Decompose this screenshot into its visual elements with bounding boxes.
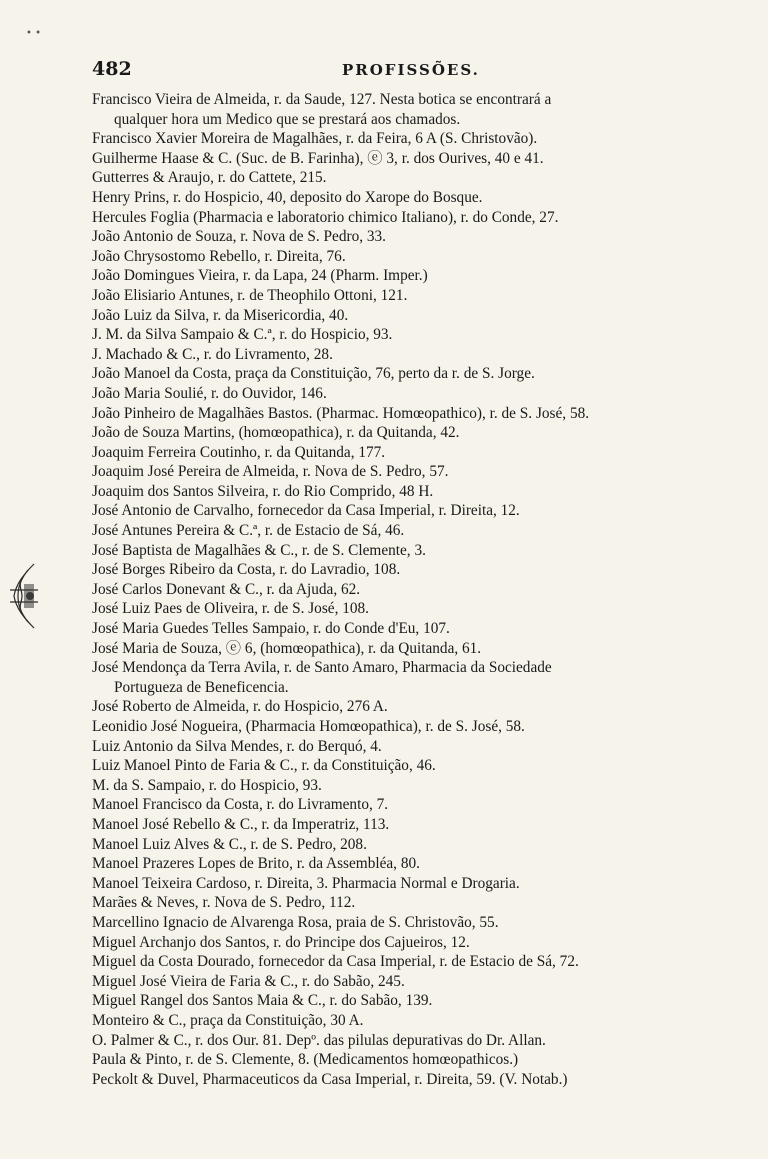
entry-text: João Manoel da Costa, praça da Constituição, 76, perto da r. de S. Jorge.	[92, 365, 535, 383]
list-item	[92, 501, 732, 521]
entry-text: João Luiz da Silva, r. da Misericordia, 40.	[92, 306, 349, 324]
entry-text: Gutterres & Araujo, r. do Cattete, 215.	[92, 169, 327, 187]
list-item	[92, 364, 732, 384]
list-item	[92, 404, 732, 424]
list-item	[92, 835, 732, 855]
entry-text: Miguel José Vieira de Faria & C., r. do Sabão, 245.	[92, 972, 405, 990]
list-item	[92, 580, 732, 600]
list-item	[92, 188, 732, 208]
list-item	[92, 423, 732, 443]
entry-text: Paula & Pinto, r. de S. Clemente, 8. (Medicamentos homœopathicos.)	[92, 1051, 519, 1069]
list-item	[92, 1050, 732, 1070]
entry-text: João Elisiario Antunes, r. de Theophilo Ottoni, 121.	[92, 286, 408, 304]
entry-text: João Chrysostomo Rebello, r. Direita, 76.	[92, 247, 346, 265]
entry-text: José Antunes Pereira & C.ª, r. de Estacio de Sá, 46.	[92, 522, 405, 540]
entry-text: João Antonio de Souza, r. Nova de S. Pedro, 33.	[92, 228, 387, 246]
entry-text: Marcellino Ignacio de Alvarenga Rosa, praia de S. Christovão, 55.	[92, 913, 499, 931]
entry-text: Guilherme Haase & C. (Suc. de B. Farinha), ⓔ 3, r. dos Ourives, 40 e 41.	[92, 149, 544, 167]
list-item	[92, 893, 732, 913]
list-item	[92, 795, 732, 815]
list-item	[92, 286, 732, 306]
list-item	[92, 619, 732, 639]
list-item	[92, 717, 732, 737]
list-item	[92, 756, 732, 776]
entry-text: Francisco Xavier Moreira de Magalhães, r. da Feira, 6 A (S. Christovão).	[92, 130, 538, 148]
entry-text: Monteiro & C., praça da Constituição, 30 A.	[92, 1011, 364, 1029]
list-item	[92, 874, 732, 894]
entry-text: Manoel Teixeira Cardoso, r. Direita, 3. Pharmacia Normal e Drogaria.	[92, 874, 520, 892]
list-item	[92, 737, 732, 757]
entry-text: José Carlos Donevant & C., r. da Ajuda, 62.	[92, 580, 361, 598]
list-item	[92, 1011, 732, 1031]
list-item	[92, 168, 732, 188]
entry-text: Manoel José Rebello & C., r. da Imperatriz, 113.	[92, 815, 390, 833]
entry-text: Manoel Prazeres Lopes de Brito, r. da Assembléa, 80.	[92, 855, 420, 873]
list-item	[92, 952, 732, 972]
entry-text: João Pinheiro de Magalhães Bastos. (Pharmac. Homœopathico), r. de S. José, 58.	[92, 404, 590, 422]
entry-text: José Borges Ribeiro da Costa, r. do Lavradio, 108.	[92, 561, 401, 579]
list-item	[92, 599, 732, 619]
entry-text: Miguel Rangel dos Santos Maia & C., r. do Sabão, 139.	[92, 992, 433, 1010]
page-number: 482	[92, 58, 132, 80]
list-item	[92, 227, 732, 247]
list-item	[92, 560, 732, 580]
entry-text: José Roberto de Almeida, r. do Hospicio, 276 A.	[92, 698, 388, 716]
list-item	[92, 443, 732, 463]
entry-text: Joaquim José Pereira de Almeida, r. Nova de S. Pedro, 57.	[92, 463, 449, 481]
list-item	[92, 90, 732, 129]
list-item	[92, 521, 732, 541]
list-item	[92, 462, 732, 482]
list-item	[92, 991, 732, 1011]
corner-mark: • •	[26, 28, 41, 39]
entry-text: José Luiz Paes de Oliveira, r. de S. José, 108.	[92, 600, 369, 618]
list-item	[92, 933, 732, 953]
entry-text: Luiz Manoel Pinto de Faria & C., r. da Constituição, 46.	[92, 757, 436, 775]
entry-text: João Domingues Vieira, r. da Lapa, 24 (Pharm. Imper.)	[92, 267, 428, 285]
entry-continuation: Portugueza de Beneficencia.	[114, 678, 289, 696]
list-item	[92, 266, 732, 286]
list-item	[92, 384, 732, 404]
entry-text: Manoel Luiz Alves & C., r. de S. Pedro, 208.	[92, 835, 367, 853]
list-item	[92, 815, 732, 835]
list-item	[92, 129, 732, 149]
entry-continuation: qualquer hora um Medico que se prestará aos chamados.	[114, 110, 461, 128]
entry-text: Henry Prins, r. do Hospicio, 40, deposito do Xarope do Bosque.	[92, 188, 483, 206]
list-item	[92, 306, 732, 326]
list-item	[92, 482, 732, 502]
entry-text: Leonidio José Nogueira, (Pharmacia Homœopathica), r. de S. José, 58.	[92, 718, 525, 735]
list-item	[92, 325, 732, 345]
list-item	[92, 149, 732, 169]
list-item	[92, 972, 732, 992]
entry-text: José Baptista de Magalhães & C., r. de S. Clemente, 3.	[92, 541, 426, 559]
library-stamp-mark	[4, 560, 42, 632]
list-item	[92, 639, 732, 659]
entry-text: João Maria Soulié, r. do Ouvidor, 146.	[92, 384, 327, 402]
running-title: PROFISSÕES.	[342, 61, 480, 79]
list-item	[92, 1031, 732, 1051]
entry-text: Francisco Vieira de Almeida, r. da Saude, 127. Nesta botica se encontrará a	[92, 91, 552, 108]
list-item	[92, 776, 732, 796]
entry-text: Hercules Foglia (Pharmacia e laboratorio chimico Italiano), r. do Conde, 27.	[92, 208, 559, 226]
list-item	[92, 208, 732, 228]
entry-text: José Maria Guedes Telles Sampaio, r. do Conde d'Eu, 107.	[92, 620, 450, 638]
page-header	[92, 58, 710, 84]
entry-text: Joaquim Ferreira Coutinho, r. da Quitanda, 177.	[92, 443, 386, 461]
entry-text: Peckolt & Duvel, Pharmaceuticos da Casa Imperial, r. Direita, 59. (V. Notab.)	[92, 1070, 568, 1088]
list-item	[92, 541, 732, 561]
entry-text: Miguel da Costa Dourado, fornecedor da Casa Imperial, r. de Estacio de Sá, 72.	[92, 953, 579, 971]
entry-text: Manoel Francisco da Costa, r. do Livramento, 7.	[92, 796, 389, 814]
entry-text: J. Machado & C., r. do Livramento, 28.	[92, 345, 333, 363]
entry-text: José Mendonça da Terra Avila, r. de Santo Amaro, Pharmacia da Sociedade	[92, 659, 552, 677]
entry-text: Marães & Neves, r. Nova de S. Pedro, 112.	[92, 894, 356, 912]
entry-text: Joaquim dos Santos Silveira, r. do Rio Comprido, 48 H.	[92, 482, 434, 500]
list-item	[92, 345, 732, 365]
entry-text: J. M. da Silva Sampaio & C.ª, r. do Hospicio, 93.	[92, 326, 393, 344]
list-item	[92, 1070, 732, 1090]
entry-text: José Antonio de Carvalho, fornecedor da Casa Imperial, r. Direita, 12.	[92, 502, 520, 520]
pharmacy-list	[92, 90, 732, 1089]
list-item	[92, 247, 732, 267]
entry-text: O. Palmer & C., r. dos Our. 81. Depº. das pilulas depurativas do Dr. Allan.	[92, 1031, 546, 1049]
list-item	[92, 854, 732, 874]
list-item	[92, 697, 732, 717]
entry-text: M. da S. Sampaio, r. do Hospicio, 93.	[92, 776, 322, 794]
list-item	[92, 658, 732, 697]
entry-text: Luiz Antonio da Silva Mendes, r. do Berquó, 4.	[92, 737, 382, 755]
entry-text: José Maria de Souza, ⓔ 6, (homœopathica), r. da Quitanda, 61.	[92, 639, 482, 657]
list-item	[92, 913, 732, 933]
entry-text: João de Souza Martins, (homœopathica), r. da Quitanda, 42.	[92, 424, 460, 442]
entry-text: Miguel Archanjo dos Santos, r. do Principe dos Cajueiros, 12.	[92, 933, 470, 951]
